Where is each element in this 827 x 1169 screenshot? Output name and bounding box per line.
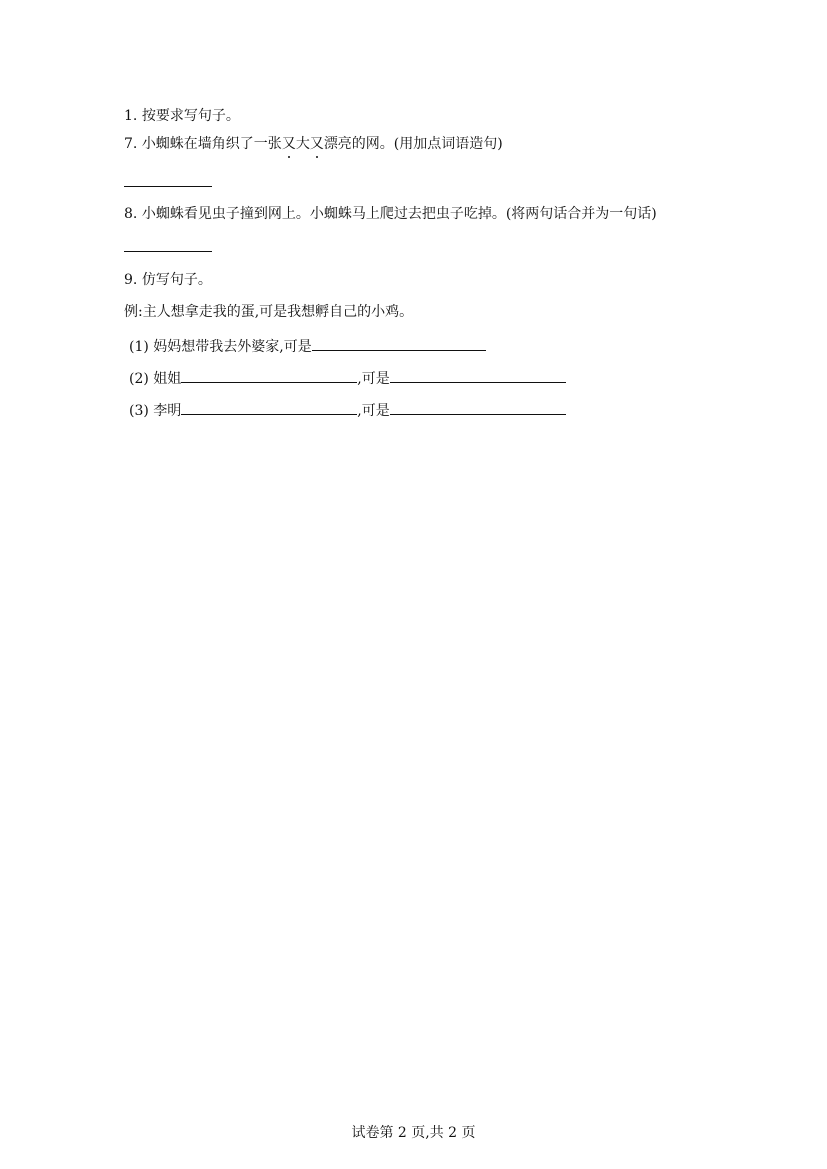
item-3-middle: ,可是	[357, 403, 390, 419]
example-sentence: 例:主人想拿走我的蛋,可是我想孵自己的小鸡。	[124, 304, 414, 320]
item-1-start: 妈妈想带我去外婆家,可是	[153, 339, 312, 355]
item-2-middle: ,可是	[357, 371, 390, 387]
item-1-blank[interactable]	[312, 336, 486, 351]
question-9: 9. 仿写句子。	[124, 272, 212, 288]
emphasis-word-2: 又	[309, 136, 324, 152]
question-9-example	[124, 303, 413, 321]
item-2-label: (2)	[129, 371, 149, 387]
question-8: 8. 小蜘蛛看见虫子撞到网上。小蜘蛛马上爬过去把虫子吃掉。(将两句话合并为一句话)	[124, 206, 657, 222]
section-number: 1	[124, 108, 133, 124]
question-8-text: 小蜘蛛看见虫子撞到网上。小蜘蛛马上爬过去把虫子吃掉。(将两句话合并为一句话)	[141, 206, 657, 222]
section-heading: 1. 按要求写句子。	[124, 108, 240, 124]
item-2-blank-1[interactable]	[181, 368, 357, 383]
question-8-number: 8	[124, 206, 133, 222]
question-9-title: 仿写句子。	[141, 272, 212, 288]
question-9-item-1	[129, 336, 486, 356]
item-3-start: 李明	[153, 403, 182, 419]
question-7-answer-line[interactable]	[124, 186, 212, 187]
question-7-text-after: 漂亮的网。(用加点词语造句)	[323, 136, 503, 152]
item-3-blank-2[interactable]	[390, 400, 566, 415]
question-8-answer-line[interactable]	[124, 251, 212, 252]
question-9-item-3	[129, 400, 566, 420]
question-9-number: 9	[124, 272, 133, 288]
page-footer: 试卷第 2 页,共 2 页	[351, 1125, 476, 1141]
section-title: 按要求写句子。	[141, 108, 240, 124]
question-7-middle: 大	[295, 136, 310, 152]
item-3-blank-1[interactable]	[181, 400, 357, 415]
item-1-label: (1)	[129, 339, 149, 355]
item-3-label: (3)	[129, 403, 149, 419]
item-2-blank-2[interactable]	[390, 368, 566, 383]
question-7	[124, 135, 503, 153]
emphasis-word-1: 又	[281, 136, 296, 152]
question-7-text-before: 小蜘蛛在墙角织了一张	[141, 136, 282, 152]
item-2-start: 姐姐	[153, 371, 182, 387]
question-9-item-2	[129, 368, 566, 388]
question-7-number: 7.	[124, 136, 138, 152]
